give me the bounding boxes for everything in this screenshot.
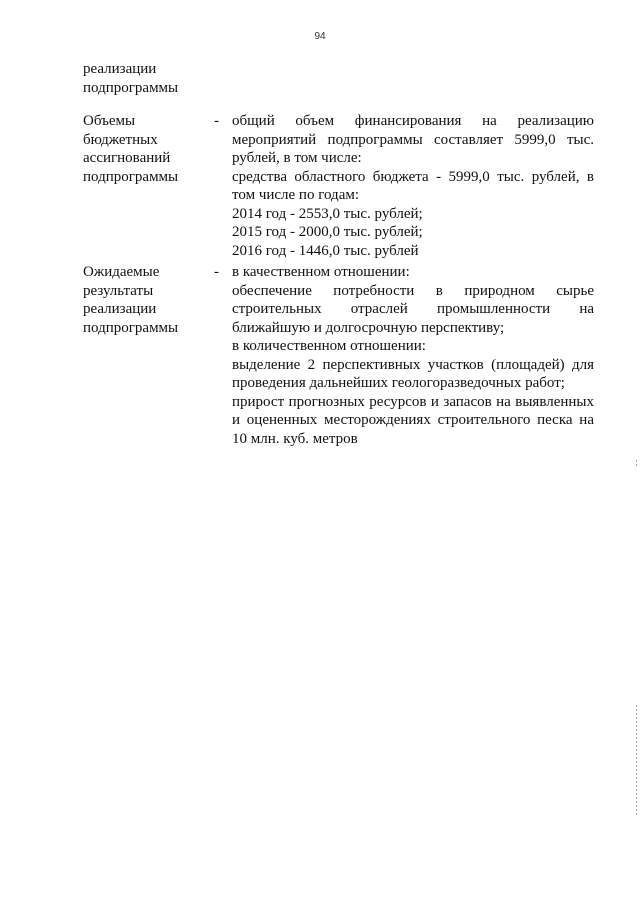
budget-line: общий объем финансирования на реализацию — [232, 113, 594, 129]
results-line: и оцененных месторождениях строительного песка на — [232, 412, 594, 428]
results-line: в качественном отношении: — [232, 264, 410, 280]
results-label-line: реализации — [83, 301, 157, 317]
results-line: прирост прогнозных ресурсов и запасов на выявленных — [232, 393, 594, 410]
budget-content — [232, 112, 594, 260]
budget-label-line: бюджетных — [83, 131, 158, 148]
results-dash: - — [214, 264, 219, 280]
results-label-line: подпрограммы — [83, 319, 179, 336]
results-content — [232, 263, 594, 448]
budget-line: средства областного бюджета - 5999,0 тыс. рублей, в — [232, 168, 594, 185]
top-label — [83, 60, 203, 97]
budget-line: 2014 год - 2553,0 тыс. рублей; — [232, 205, 423, 222]
results-label-line: Ожидаемые — [83, 264, 160, 280]
top-label-line: реализации — [83, 61, 157, 77]
scan-edge-mark — [636, 460, 637, 468]
budget-line: мероприятий подпрограммы составляет 5999,0 тыс. — [232, 131, 594, 148]
results-line: строительных отраслей промышленности на — [232, 301, 594, 317]
results-line: 10 млн. куб. метров — [232, 430, 358, 447]
budget-line: рублей, в том числе: — [232, 150, 362, 166]
budget-label-line: подпрограммы — [83, 168, 179, 185]
page-number: 94 — [314, 31, 326, 42]
budget-label-line: Объемы — [83, 113, 136, 129]
results-label-line: результаты — [83, 282, 154, 299]
results-line: ближайшую и долгосрочную перспективу; — [232, 319, 505, 336]
budget-dash: - — [214, 113, 219, 129]
budget-label-line: ассигнований — [83, 150, 171, 166]
top-label-line: подпрограммы — [83, 79, 179, 96]
results-line: выделение 2 перспективных участков (площадей) для — [232, 356, 594, 373]
budget-line: 2016 год - 1446,0 тыс. рублей — [232, 242, 419, 259]
budget-line: 2015 год - 2000,0 тыс. рублей; — [232, 224, 423, 240]
budget-line: том числе по годам: — [232, 187, 360, 203]
results-label — [83, 263, 203, 337]
results-line: в количественном отношении: — [232, 338, 426, 354]
scan-edge-mark — [636, 705, 637, 815]
results-line: проведения дальнейших геологоразведочных работ; — [232, 375, 565, 391]
results-line: обеспечение потребности в природном сырье — [232, 282, 594, 299]
budget-label — [83, 112, 203, 186]
